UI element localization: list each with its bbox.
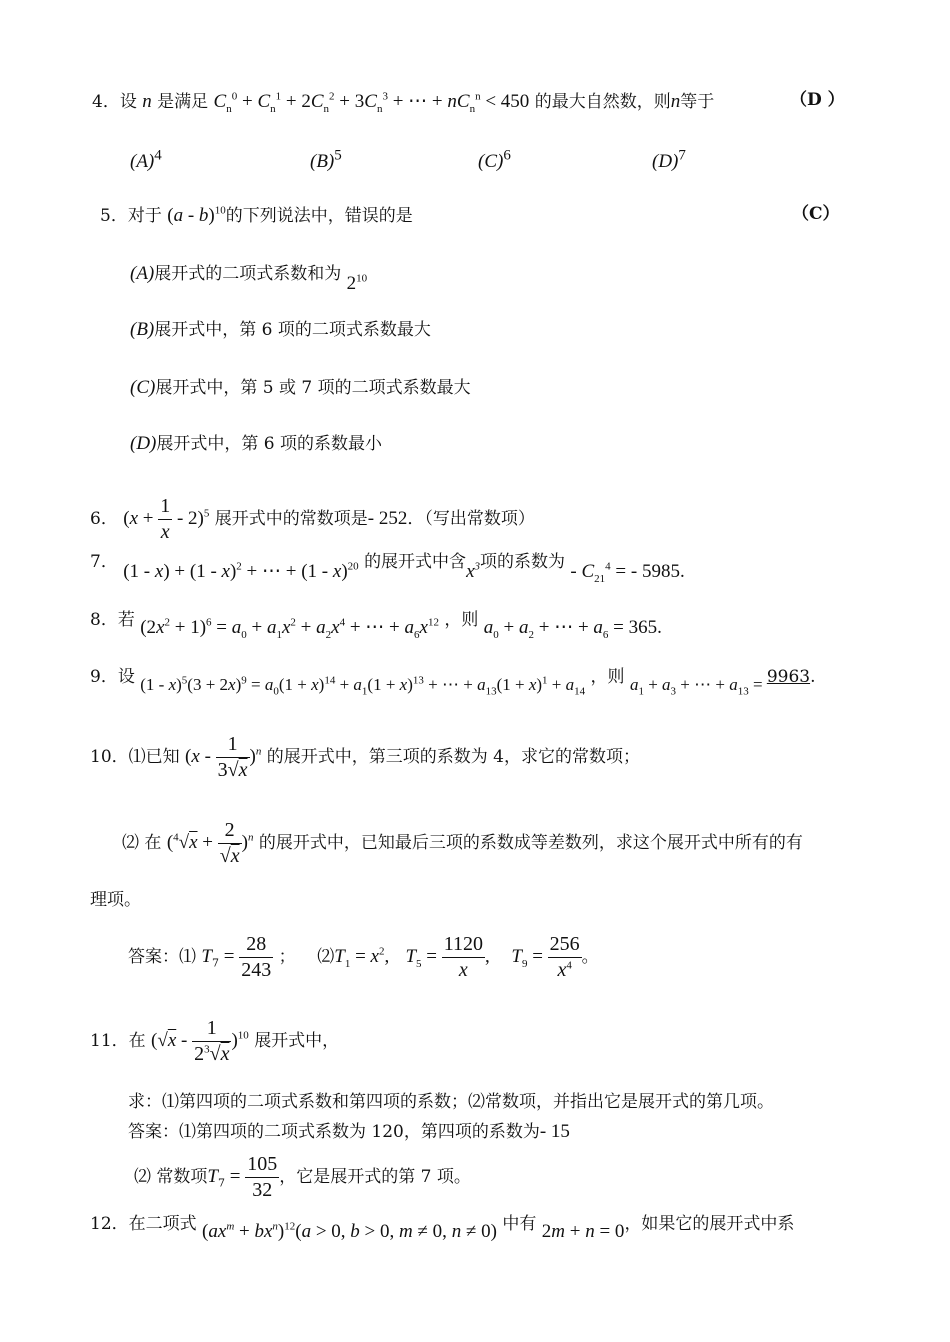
q5-answer: （C） [792,204,840,224]
q4-option-d: $(D)^7$ [652,147,686,172]
q12: 12．在二项式 $(ax^m + bx^n)^{12}(a > 0$, b > 0, m ≠ 0, n ≠ 0) 中有 2m + n = 0，如果它的展开式中系 [90,1214,795,1242]
q10-part2: ⑵ 在 ($^4$√x + $\frac{2}{√x}$ )$^n$ 的展开式中，已知最后三项的系数成等差数列，求这个展开式中所有的有 [122,819,803,867]
q8: 8．若 $(2x^2 + 1)^6 = a_0 + a_1x^2 + a_2x^4$ + ⋯ + $a_6x^{12}$ ，则 $a_0 + a_2$ + ⋯ + $a_6 = 365$. [90,610,662,641]
q5-option-b: (B)展开式中，第 6 项的二项式系数最大 [130,319,431,340]
q4-option-b: $(B)^5$ [310,147,342,172]
q10-part2-cont: 理项。 [90,890,141,910]
q5-option-a: (A)展开式的二项式系数和为 $2^{10}$ [130,263,368,294]
q7: 7． (1 - x) + (1 - x)$^2$ + ⋯ + (1 - x)$^{20}$ 的展开式中含$x^3$项的系数为 - $C_{21}^4$ = - 5985. [90,552,685,585]
q5-option-c: (C)展开式中，第 5 或 7 项的二项式系数最大 [130,377,471,398]
q4-option-c: $(C)^6$ [478,147,511,172]
q11-answer2: ⑵ 常数项$T_7$ = $\frac{105}{32}$ ，它是展开式的第 7 项。 [134,1153,471,1201]
q4-stem: 4．设 n 是满足 $C_n^0 + C_n^1 + 2C_n^2 + 3C_n^3$ + ⋯ + $nC_n^n < 450$ 的最大自然数，则n等于 [92,90,715,115]
q10-part1: 10．⑴已知 (x - $\frac{1}{3√x}$ )$^n$ 的展开式中，第三项的系数为 4，求它的常数项； [90,733,640,781]
q5-option-d: (D)展开式中，第 6 项的系数最小 [130,433,383,454]
q11-stem: 11．在 (√x - $\frac{1}{2^3√x}$ )$^{10}$ 展开式中， [90,1017,340,1065]
q6: 6． (x + $\frac{1}{x}$ - 2)$^5$ 展开式中的常数项是- 252．（写出常数项） [90,495,535,543]
q4-answer: （D ） [790,90,845,110]
q11-ask: 求：⑴第四项的二项式系数和第四项的系数；⑵常数项，并指出它是展开式的第几项。 [128,1092,774,1112]
q10-answer: 答案：⑴ $T_7$ = $\frac{28}{243}$ ； $⑵T_1 = x^2$, $T_5$ = $\frac{1120}{x}$ , $T_9$ = $\frac{256}{x^4}$ 。 [128,933,599,981]
q11-answer1: 答案：⑴第四项的二项式系数为 120，第四项的系数为- 15 [128,1121,570,1142]
q4-option-a: $(A)^4$ [130,147,162,172]
q5-stem: 5．对于 (a - b)$^{10}$的下列说法中，错误的是 [100,204,413,226]
q9: 9．设 $(1 - x)^5(3 + 2x)^9 = a_0(1 + x)^{14} + a_1(1 + x)^{13}$ + ⋯ + $a_{13}(1 + x)^1 + a_{14}$ ，则 $a_1 + a_3$ + ⋯ + $a_{13} = 9963$. [90,667,816,698]
